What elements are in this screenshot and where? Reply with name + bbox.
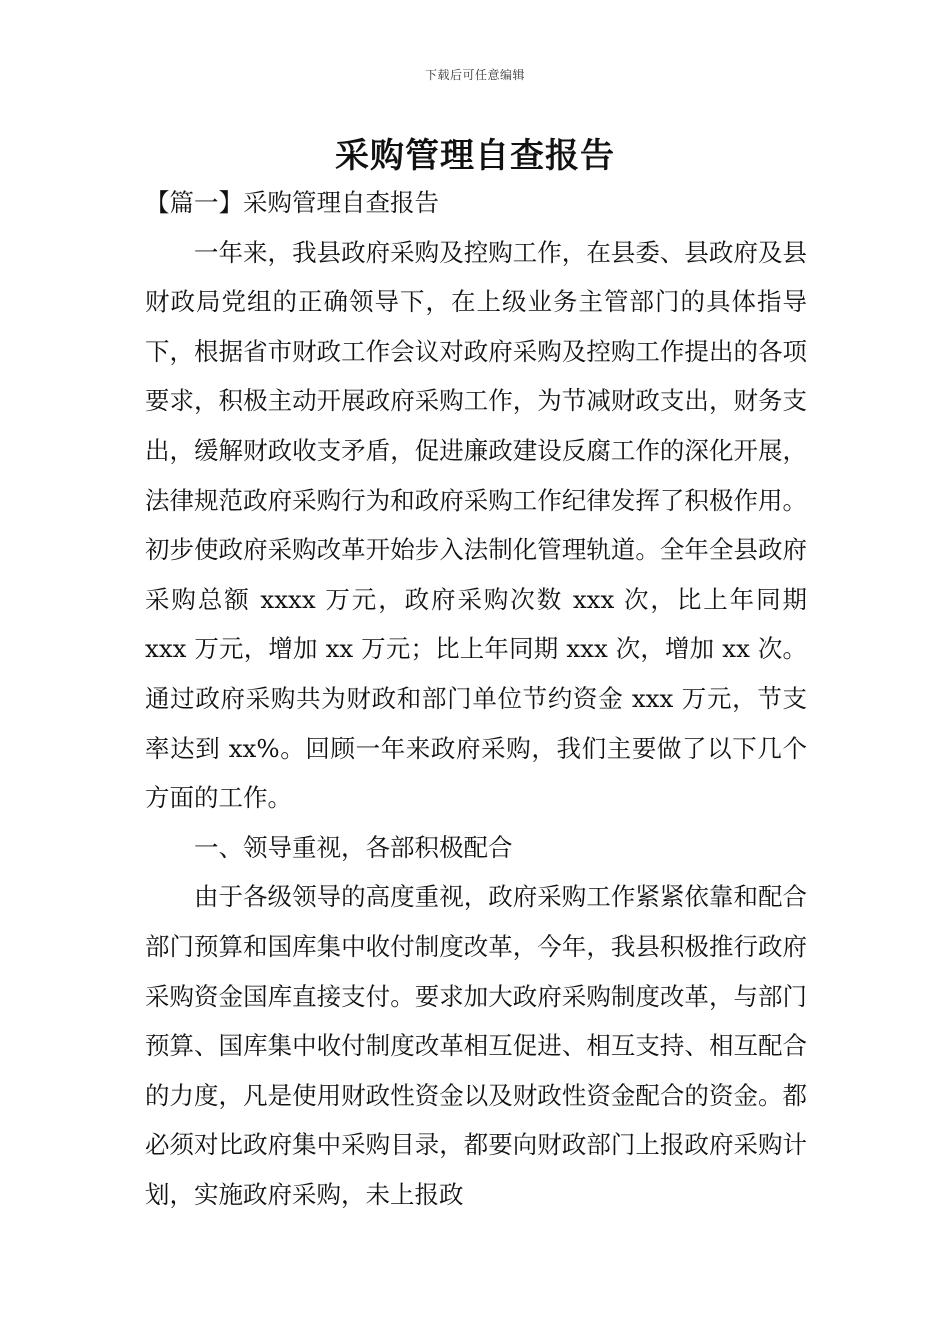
subheading-leadership: 一、领导重视，各部积极配合 — [194, 832, 513, 862]
section-heading: 【篇一】采购管理自查报告 — [145, 188, 439, 217]
header-note: 下载后可任意编辑 — [424, 68, 525, 82]
document-title: 采购管理自查报告 — [335, 136, 615, 176]
document-body — [145, 178, 807, 1219]
body-paragraph-intro: 一年来，我县政府采购及控购工作，在县委、县政府及县财政局党组的正确领导下，在上级业务主管部门的具体指导下，根据省市财政工作会议对政府采购及控购工作提出的各项要求，积极主动开展政府采购工作，为节减财政支出，财务支出，缓解财政收支矛盾，促进廉政建设反腐工作的深化开展，法律规范政府采购行为和政府采购工作纪律发挥了积极作用。初步使政府采购改革开始步入法制化管理轨道。全年全县政府采购总额 xxxx 万元，政府采购次数 xxx 次，比上年同期 xxx 万元，增加 xx 万元；比上年同期 xxx 次，增加 xx 次。通过政府采购共为财政和部门单位节约资金 xxx 万元，节支率达到 xx%。回顾一年来政府采购，我们主要做了以下几个方面的工作。 — [145, 237, 807, 813]
body-paragraph-leadership: 由于各级领导的高度重视，政府采购工作紧紧依靠和配合部门预算和国库集中收付制度改革，今年，我县积极推行政府采购资金国库直接支付。要求加大政府采购制度改革，与部门预算、国库集中收付制度改革相互促进、相互支持、相互配合的力度，凡是使用财政性资金以及财政性资金配合的资金。都必须对比政府集中采购目录，都要向财政部门上报政府采购计划，实施政府采购，未上报政 — [145, 882, 807, 1209]
